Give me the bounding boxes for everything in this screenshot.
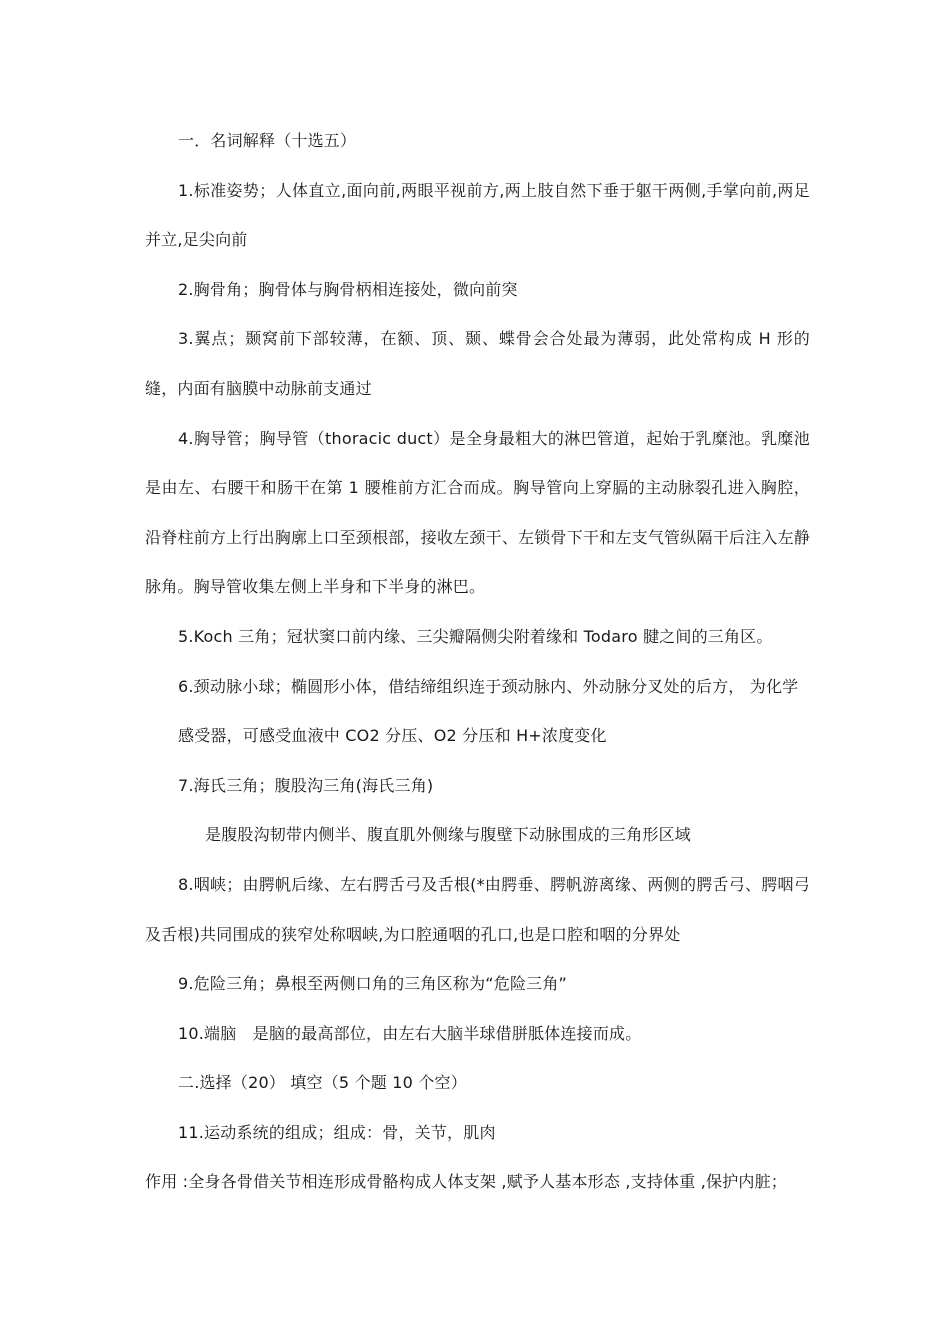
term-carotid-body-continued: 感受器，可感受血液中 CO2 分压、O2 分压和 H+浓度变化 — [178, 726, 607, 746]
term-standard-posture: 1.标准姿势；人体直立,面向前,两眼平视前方,两上肢自然下垂于躯干两侧,手掌向前,两足并立,足尖向前 — [145, 180, 810, 250]
section-heading-1: 一．名词解释（十选五） — [178, 131, 357, 150]
term-danger-triangle: 9.危险三角；鼻根至两侧口角的三角区称为“危险三角” — [178, 974, 568, 994]
section-heading-2: 二.选择（20） 填空（5 个题 10 个空） — [178, 1073, 467, 1093]
term-isthmus-of-fauces: 8.咽峡；由腭帆后缘、左右腭舌弓及舌根(*由腭垂、腭帆游离缘、两侧的腭舌弓、腭咽弓及舌根)共同围成的狭窄处称咽峡,为口腔通咽的孔口,也是口腔和咽的分界处 — [145, 874, 810, 944]
term-sternal-angle: 2.胸骨角；胸骨体与胸骨柄相连接处，微向前突 — [178, 279, 518, 299]
document-body — [145, 116, 810, 1207]
term-thoracic-duct: 4.胸导管；胸导管（thoracic duct）是全身最粗大的淋巴管道，起始于乳糜池。乳糜池是由左、右腰干和肠干在第 1 腰椎前方汇合而成。胸导管向上穿膈的主动脉裂孔进入胸腔，沿脊柱前方上行出胸廓上口至颈根部，接收左颈干、左锁骨下干和左支气管纵隔干后注入左静脉角。胸导管收集左侧上半身和下半身的淋巴。 — [145, 428, 810, 597]
question-locomotor-function: 作用 :全身各骨借关节相连形成骨骼构成人体支架 ,赋予人基本形态 ,支持体重 ,保护内脏； — [145, 1172, 787, 1192]
term-carotid-body: 6.颈动脉小球；椭圆形小体，借结缔组织连于颈动脉内、外动脉分叉处的后方， 为化学 — [178, 676, 799, 696]
question-locomotor-system: 11.运动系统的组成；组成：骨，关节，肌肉 — [178, 1122, 496, 1142]
term-pterion: 3.翼点；颞窝前下部较薄，在额、顶、颞、蝶骨会合处最为薄弱，此处常构成 H 形的缝，内面有脑膜中动脉前支通过 — [145, 329, 810, 398]
term-hesselbach-triangle-definition: 是腹股沟韧带内侧半、腹直肌外侧缘与腹壁下动脉围成的三角形区域 — [205, 825, 692, 845]
term-koch-triangle: 5.Koch 三角；冠状窦口前内缘、三尖瓣隔侧尖附着缘和 Todaro 腱之间的三角区。 — [178, 626, 773, 646]
term-telencephalon: 10.端脑 是脑的最高部位，由左右大脑半球借胼胝体连接而成。 — [178, 1023, 642, 1043]
term-hesselbach-triangle: 7.海氏三角；腹股沟三角(海氏三角) — [178, 775, 434, 795]
